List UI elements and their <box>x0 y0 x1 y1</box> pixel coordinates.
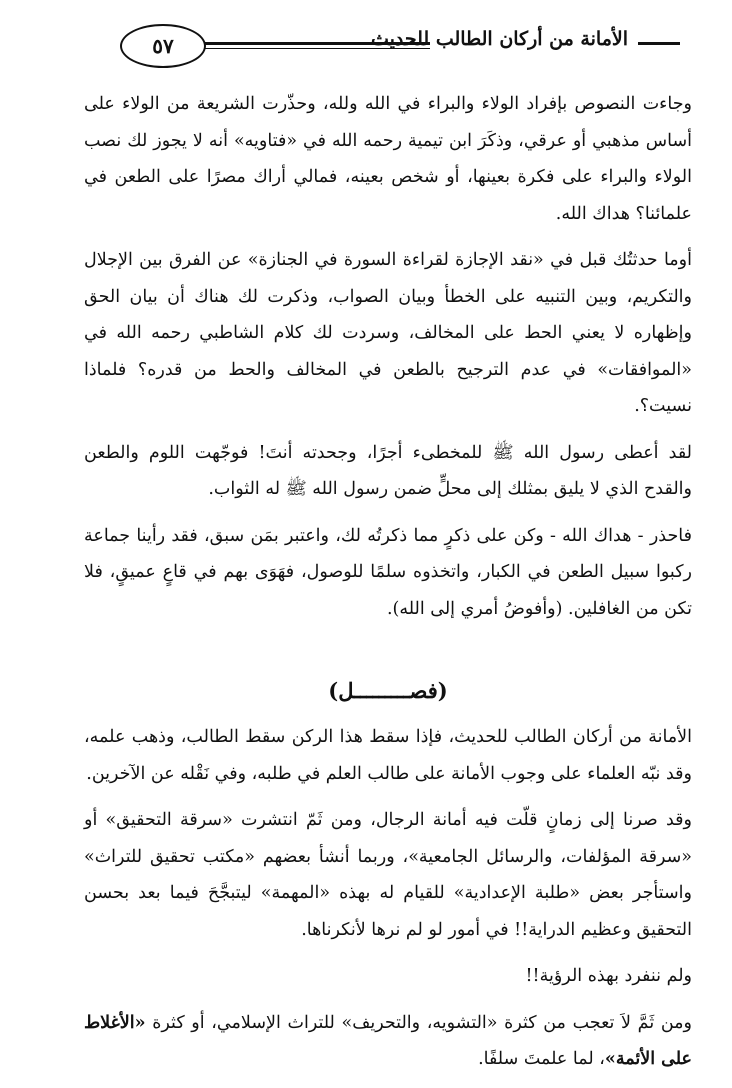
paragraph-text: ، لما علمتَ سلفًا. <box>478 1049 605 1069</box>
paragraph: وجاءت النصوص بإفراد الولاء والبراء في الله ولله، وحذّرت الشريعة من الولاء على أساس مذهبي أو عرقي، وذكَرَ ابن تيمية رحمه الله في «فتاويه» أنه لا يجوز لك نصب الولاء والبراء على فكرة بعينها، أو شخص بعينه، فمالي أراك مصرًا على الطعن في علمائنا؟ هداك الله. <box>84 94 692 224</box>
section-paren: ) <box>328 678 339 703</box>
paragraph-text: ومن ثَمَّ لاَ تعجب من كثرة «التشويه، والتحريف» للتراث الإسلامي، أو كثرة <box>145 1012 692 1033</box>
paragraph: لقد أعطى رسول الله ﷺ للمخطىء أجرًا، وجحدته أنتَ! فوجّهت اللوم والطعن والقدح الذي لا يليق بمثلك إلى محلٍّ ضمن رسول الله ﷺ له الثواب. <box>84 442 692 499</box>
paragraph: أوما حدثتُك قبل في «نقد الإجازة لقراءة السورة في الجنازة» عن الفرق بين الإجلال والتكريم، وبين التنبيه على الخطأ وبيان الصواب، وذكرت لك هناك أن بيان الحق وإظهاره لا يعني الحط على المخالف، وسردت لك كلام الشاطبي رحمه الله في «الموافقات» في عدم الترجيح بالطعن في المخالف والحط من قدره؟ فلماذا نسيت؟. <box>84 250 692 416</box>
section-heading <box>84 671 692 711</box>
section-paren: ( <box>437 678 448 703</box>
paragraph: الأمانة من أركان الطالب للحديث، فإذا سقط هذا الركن سقط الطالب، وذهب علمه، وقد نبّه العلماء على وجوب الأمانة على طالب العلم في طلبه، وفي نَقْله عن الآخرين. <box>84 727 692 784</box>
page-number: ٥٧ <box>120 24 206 68</box>
section-word: فصـــــــــل <box>338 678 438 703</box>
header-rule <box>638 42 680 45</box>
page-header <box>80 14 680 64</box>
paragraph: وقد صرنا إلى زمانٍ قلّت فيه أمانة الرجال، ومن ثَمّ انتشرت «سرقة التحقيق» أو «سرقة المؤلفات، والرسائل الجامعية»، وربما أنشأ بعضهم «مكتب تحقيق للتراث» واستأجر بعض «طلبة الإعدادية» للقيام له بهذه «المهمة» ليتبجَّحَ فيما بعد بحسن التحقيق وعظيم الدراية!! في أمور لو لم نرها لأنكرناها. <box>84 810 692 940</box>
paragraph: فاحذر - هداك الله - وكن على ذكرٍ مما ذكرتُه لك، واعتبر بمَن سبق، فقد رأينا جماعة ركبوا سبيل الطعن في الكبار، واتخذوه سلمًا للوصول، فهَوَى بهم في قاعٍ عميقٍ، فلا تكن من الغافلين. (وأفوضُ أمري إلى الله). <box>84 525 692 619</box>
page-body <box>84 86 692 1088</box>
paragraph <box>84 1005 692 1078</box>
running-title: الأمانة من أركان الطالب للحديث <box>370 28 628 50</box>
paragraph: ولم ننفرد بهذه الرؤية!! <box>525 966 692 986</box>
emphasis-text: «الأغلاط على الأئمة» <box>84 1012 692 1069</box>
